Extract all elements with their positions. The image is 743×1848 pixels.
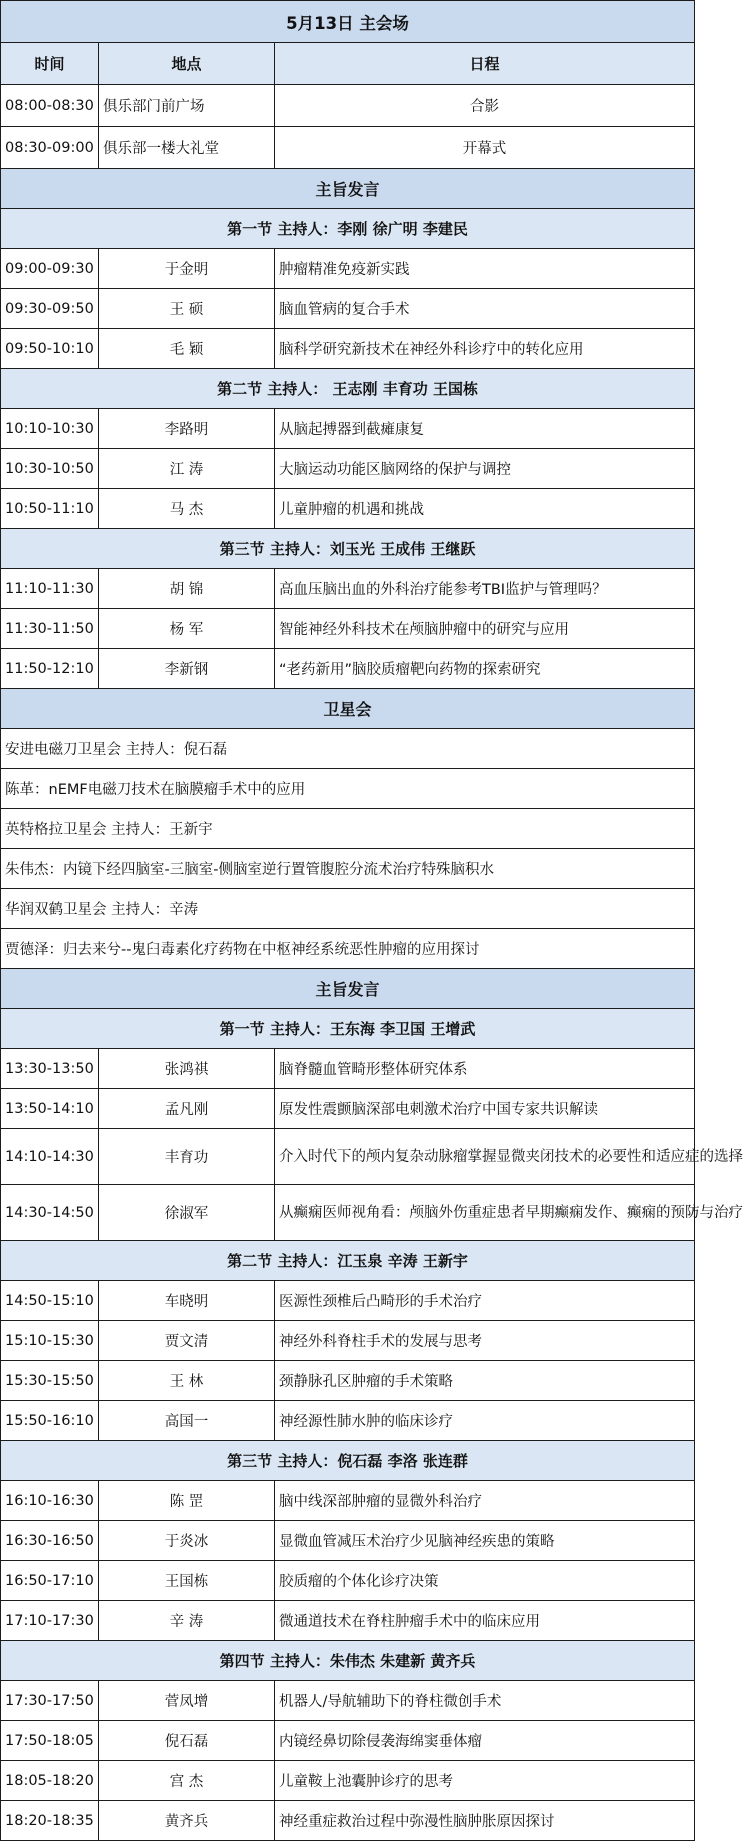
talk-time: 14:30-14:50 (1, 1185, 99, 1241)
session-title: 第二节 主持人：江玉泉 辛涛 王新宇 (1, 1241, 695, 1281)
talk-row (1, 329, 695, 369)
talk-topic: 原发性震颤脑深部电刺激术治疗中国专家共识解读 (275, 1089, 695, 1129)
keynote-section-title-row (1, 169, 695, 209)
satellite-item: 英特格拉卫星会 主持人：王新宇 (1, 809, 695, 849)
talk-topic: 从脑起搏器到截瘫康复 (275, 409, 695, 449)
session-title: 第四节 主持人：朱伟杰 朱建新 黄齐兵 (1, 1641, 695, 1681)
keynote-section-title: 主旨发言 (1, 969, 695, 1009)
talk-row (1, 1681, 695, 1721)
talk-row (1, 1185, 695, 1241)
session-header-row (1, 1641, 695, 1681)
talk-speaker: 辛 涛 (99, 1601, 275, 1641)
talk-time: 09:50-10:10 (1, 329, 99, 369)
talk-speaker: 李新钢 (99, 649, 275, 689)
talk-time: 16:30-16:50 (1, 1521, 99, 1561)
talk-topic: 神经源性肺水肿的临床诊疗 (275, 1401, 695, 1441)
talk-speaker: 杨 军 (99, 609, 275, 649)
session-header-row (1, 369, 695, 409)
talk-row (1, 1401, 695, 1441)
talk-row (1, 1481, 695, 1521)
column-header-row (1, 43, 695, 85)
talk-row (1, 1129, 695, 1185)
talk-topic: 高血压脑出血的外科治疗能参考TBI监护与管理吗？ (275, 569, 695, 609)
talk-time: 17:50-18:05 (1, 1721, 99, 1761)
satellite-item: 安进电磁刀卫星会 主持人：倪石磊 (1, 729, 695, 769)
session-title: 第三节 主持人：刘玉光 王成伟 王继跃 (1, 529, 695, 569)
talk-topic: 从癫痫医师视角看：颅脑外伤重症患者早期癫痫发作、癫痫的预防与治疗 (275, 1185, 695, 1241)
talk-row (1, 1089, 695, 1129)
satellite-item: 陈革：nEMF电磁刀技术在脑膜瘤手术中的应用 (1, 769, 695, 809)
talk-row (1, 1049, 695, 1089)
opening-event: 开幕式 (275, 127, 695, 169)
talk-speaker: 马 杰 (99, 489, 275, 529)
talk-row (1, 569, 695, 609)
talk-topic: “老药新用”脑胶质瘤靶向药物的探索研究 (275, 649, 695, 689)
session-title: 第一节 主持人：王东海 李卫国 王增武 (1, 1009, 695, 1049)
talk-row (1, 1361, 695, 1401)
talk-topic: 神经重症救治过程中弥漫性脑肿胀原因探讨 (275, 1801, 695, 1841)
talk-topic: 脑中线深部肿瘤的显微外科治疗 (275, 1481, 695, 1521)
talk-time: 11:50-12:10 (1, 649, 99, 689)
talk-time: 17:10-17:30 (1, 1601, 99, 1641)
talk-speaker: 王国栋 (99, 1561, 275, 1601)
day-title-row (1, 1, 695, 43)
talk-speaker: 黄齐兵 (99, 1801, 275, 1841)
satellite-section-title-row (1, 689, 695, 729)
col-header-place: 地点 (99, 43, 275, 85)
talk-row (1, 289, 695, 329)
session-header-row (1, 1241, 695, 1281)
talk-row (1, 1281, 695, 1321)
talk-time: 15:50-16:10 (1, 1401, 99, 1441)
talk-row (1, 649, 695, 689)
opening-event: 合影 (275, 85, 695, 127)
talk-speaker: 于金明 (99, 249, 275, 289)
talk-topic: 脑血管病的复合手术 (275, 289, 695, 329)
talk-topic: 微通道技术在脊柱肿瘤手术中的临床应用 (275, 1601, 695, 1641)
satellite-item: 朱伟杰：内镜下经四脑室-三脑室-侧脑室逆行置管腹腔分流术治疗特殊脑积水 (1, 849, 695, 889)
talk-speaker: 毛 颖 (99, 329, 275, 369)
talk-topic: 肿瘤精准免疫新实践 (275, 249, 695, 289)
talk-time: 18:05-18:20 (1, 1761, 99, 1801)
satellite-row (1, 889, 695, 929)
talk-row (1, 1761, 695, 1801)
talk-time: 13:50-14:10 (1, 1089, 99, 1129)
talk-topic: 显微血管减压术治疗少见脑神经疾患的策略 (275, 1521, 695, 1561)
talk-speaker: 孟凡刚 (99, 1089, 275, 1129)
talk-speaker: 李路明 (99, 409, 275, 449)
talk-row (1, 609, 695, 649)
talk-row (1, 409, 695, 449)
talk-topic: 脑脊髓血管畸形整体研究体系 (275, 1049, 695, 1089)
opening-time: 08:30-09:00 (1, 127, 99, 169)
opening-place: 俱乐部门前广场 (99, 85, 275, 127)
talk-speaker: 宫 杰 (99, 1761, 275, 1801)
talk-topic: 胶质瘤的个体化诊疗决策 (275, 1561, 695, 1601)
talk-speaker: 王 硕 (99, 289, 275, 329)
schedule-body (1, 1, 743, 1841)
talk-time: 16:10-16:30 (1, 1481, 99, 1521)
satellite-row (1, 809, 695, 849)
talk-time: 10:10-10:30 (1, 409, 99, 449)
talk-speaker: 胡 锦 (99, 569, 275, 609)
talk-time: 11:10-11:30 (1, 569, 99, 609)
talk-time: 10:30-10:50 (1, 449, 99, 489)
satellite-item: 贾德泽：归去来兮--鬼臼毒素化疗药物在中枢神经系统恶性肿瘤的应用探讨 (1, 929, 695, 969)
talk-time: 10:50-11:10 (1, 489, 99, 529)
opening-time: 08:00-08:30 (1, 85, 99, 127)
col-header-agenda: 日程 (275, 43, 695, 85)
talk-row (1, 1601, 695, 1641)
session-header-row (1, 1009, 695, 1049)
opening-place: 俱乐部一楼大礼堂 (99, 127, 275, 169)
talk-speaker: 贾文清 (99, 1321, 275, 1361)
talk-row (1, 1721, 695, 1761)
talk-time: 14:10-14:30 (1, 1129, 99, 1185)
talk-row (1, 249, 695, 289)
talk-topic: 医源性颈椎后凸畸形的手术治疗 (275, 1281, 695, 1321)
session-title: 第二节 主持人： 王志刚 丰育功 王国栋 (1, 369, 695, 409)
opening-row (1, 127, 695, 169)
talk-time: 13:30-13:50 (1, 1049, 99, 1089)
talk-topic: 神经外科脊柱手术的发展与思考 (275, 1321, 695, 1361)
col-header-time: 时间 (1, 43, 99, 85)
satellite-row (1, 929, 695, 969)
keynote-section-title-row (1, 969, 695, 1009)
talk-topic: 大脑运动功能区脑网络的保护与调控 (275, 449, 695, 489)
talk-speaker: 丰育功 (99, 1129, 275, 1185)
talk-speaker: 王 林 (99, 1361, 275, 1401)
session-header-row (1, 1441, 695, 1481)
talk-time: 14:50-15:10 (1, 1281, 99, 1321)
talk-speaker: 车晓明 (99, 1281, 275, 1321)
session-title: 第三节 主持人：倪石磊 李洛 张连群 (1, 1441, 695, 1481)
talk-speaker: 倪石磊 (99, 1721, 275, 1761)
talk-time: 15:30-15:50 (1, 1361, 99, 1401)
talk-row (1, 1561, 695, 1601)
session-title: 第一节 主持人：李刚 徐广明 李建民 (1, 209, 695, 249)
satellite-row (1, 849, 695, 889)
talk-speaker: 徐淑军 (99, 1185, 275, 1241)
satellite-row (1, 769, 695, 809)
talk-time: 17:30-17:50 (1, 1681, 99, 1721)
talk-time: 09:30-09:50 (1, 289, 99, 329)
talk-speaker: 陈 罡 (99, 1481, 275, 1521)
session-header-row (1, 529, 695, 569)
talk-speaker: 菅凤增 (99, 1681, 275, 1721)
talk-speaker: 江 涛 (99, 449, 275, 489)
talk-topic: 颈静脉孔区肿瘤的手术策略 (275, 1361, 695, 1401)
satellite-section-title: 卫星会 (1, 689, 695, 729)
talk-topic: 智能神经外科技术在颅脑肿瘤中的研究与应用 (275, 609, 695, 649)
talk-time: 16:50-17:10 (1, 1561, 99, 1601)
talk-row (1, 449, 695, 489)
day-title: 5月13日 主会场 (1, 1, 695, 43)
talk-speaker: 高国一 (99, 1401, 275, 1441)
satellite-row (1, 729, 695, 769)
talk-topic: 内镜经鼻切除侵袭海绵窦垂体瘤 (275, 1721, 695, 1761)
talk-topic: 儿童肿瘤的机遇和挑战 (275, 489, 695, 529)
session-header-row (1, 209, 695, 249)
talk-row (1, 1521, 695, 1561)
satellite-item: 华润双鹤卫星会 主持人：辛涛 (1, 889, 695, 929)
talk-time: 18:20-18:35 (1, 1801, 99, 1841)
talk-topic: 脑科学研究新技术在神经外科诊疗中的转化应用 (275, 329, 695, 369)
talk-topic: 介入时代下的颅内复杂动脉瘤掌握显微夹闭技术的必要性和适应症的选择 (275, 1129, 695, 1185)
talk-row (1, 1321, 695, 1361)
talk-time: 15:10-15:30 (1, 1321, 99, 1361)
talk-row (1, 1801, 695, 1841)
talk-row (1, 489, 695, 529)
talk-topic: 儿童鞍上池囊肿诊疗的思考 (275, 1761, 695, 1801)
keynote-section-title: 主旨发言 (1, 169, 695, 209)
talk-speaker: 于炎冰 (99, 1521, 275, 1561)
talk-speaker: 张鸿祺 (99, 1049, 275, 1089)
talk-time: 09:00-09:30 (1, 249, 99, 289)
talk-time: 11:30-11:50 (1, 609, 99, 649)
opening-row (1, 85, 695, 127)
talk-topic: 机器人/导航辅助下的脊柱微创手术 (275, 1681, 695, 1721)
